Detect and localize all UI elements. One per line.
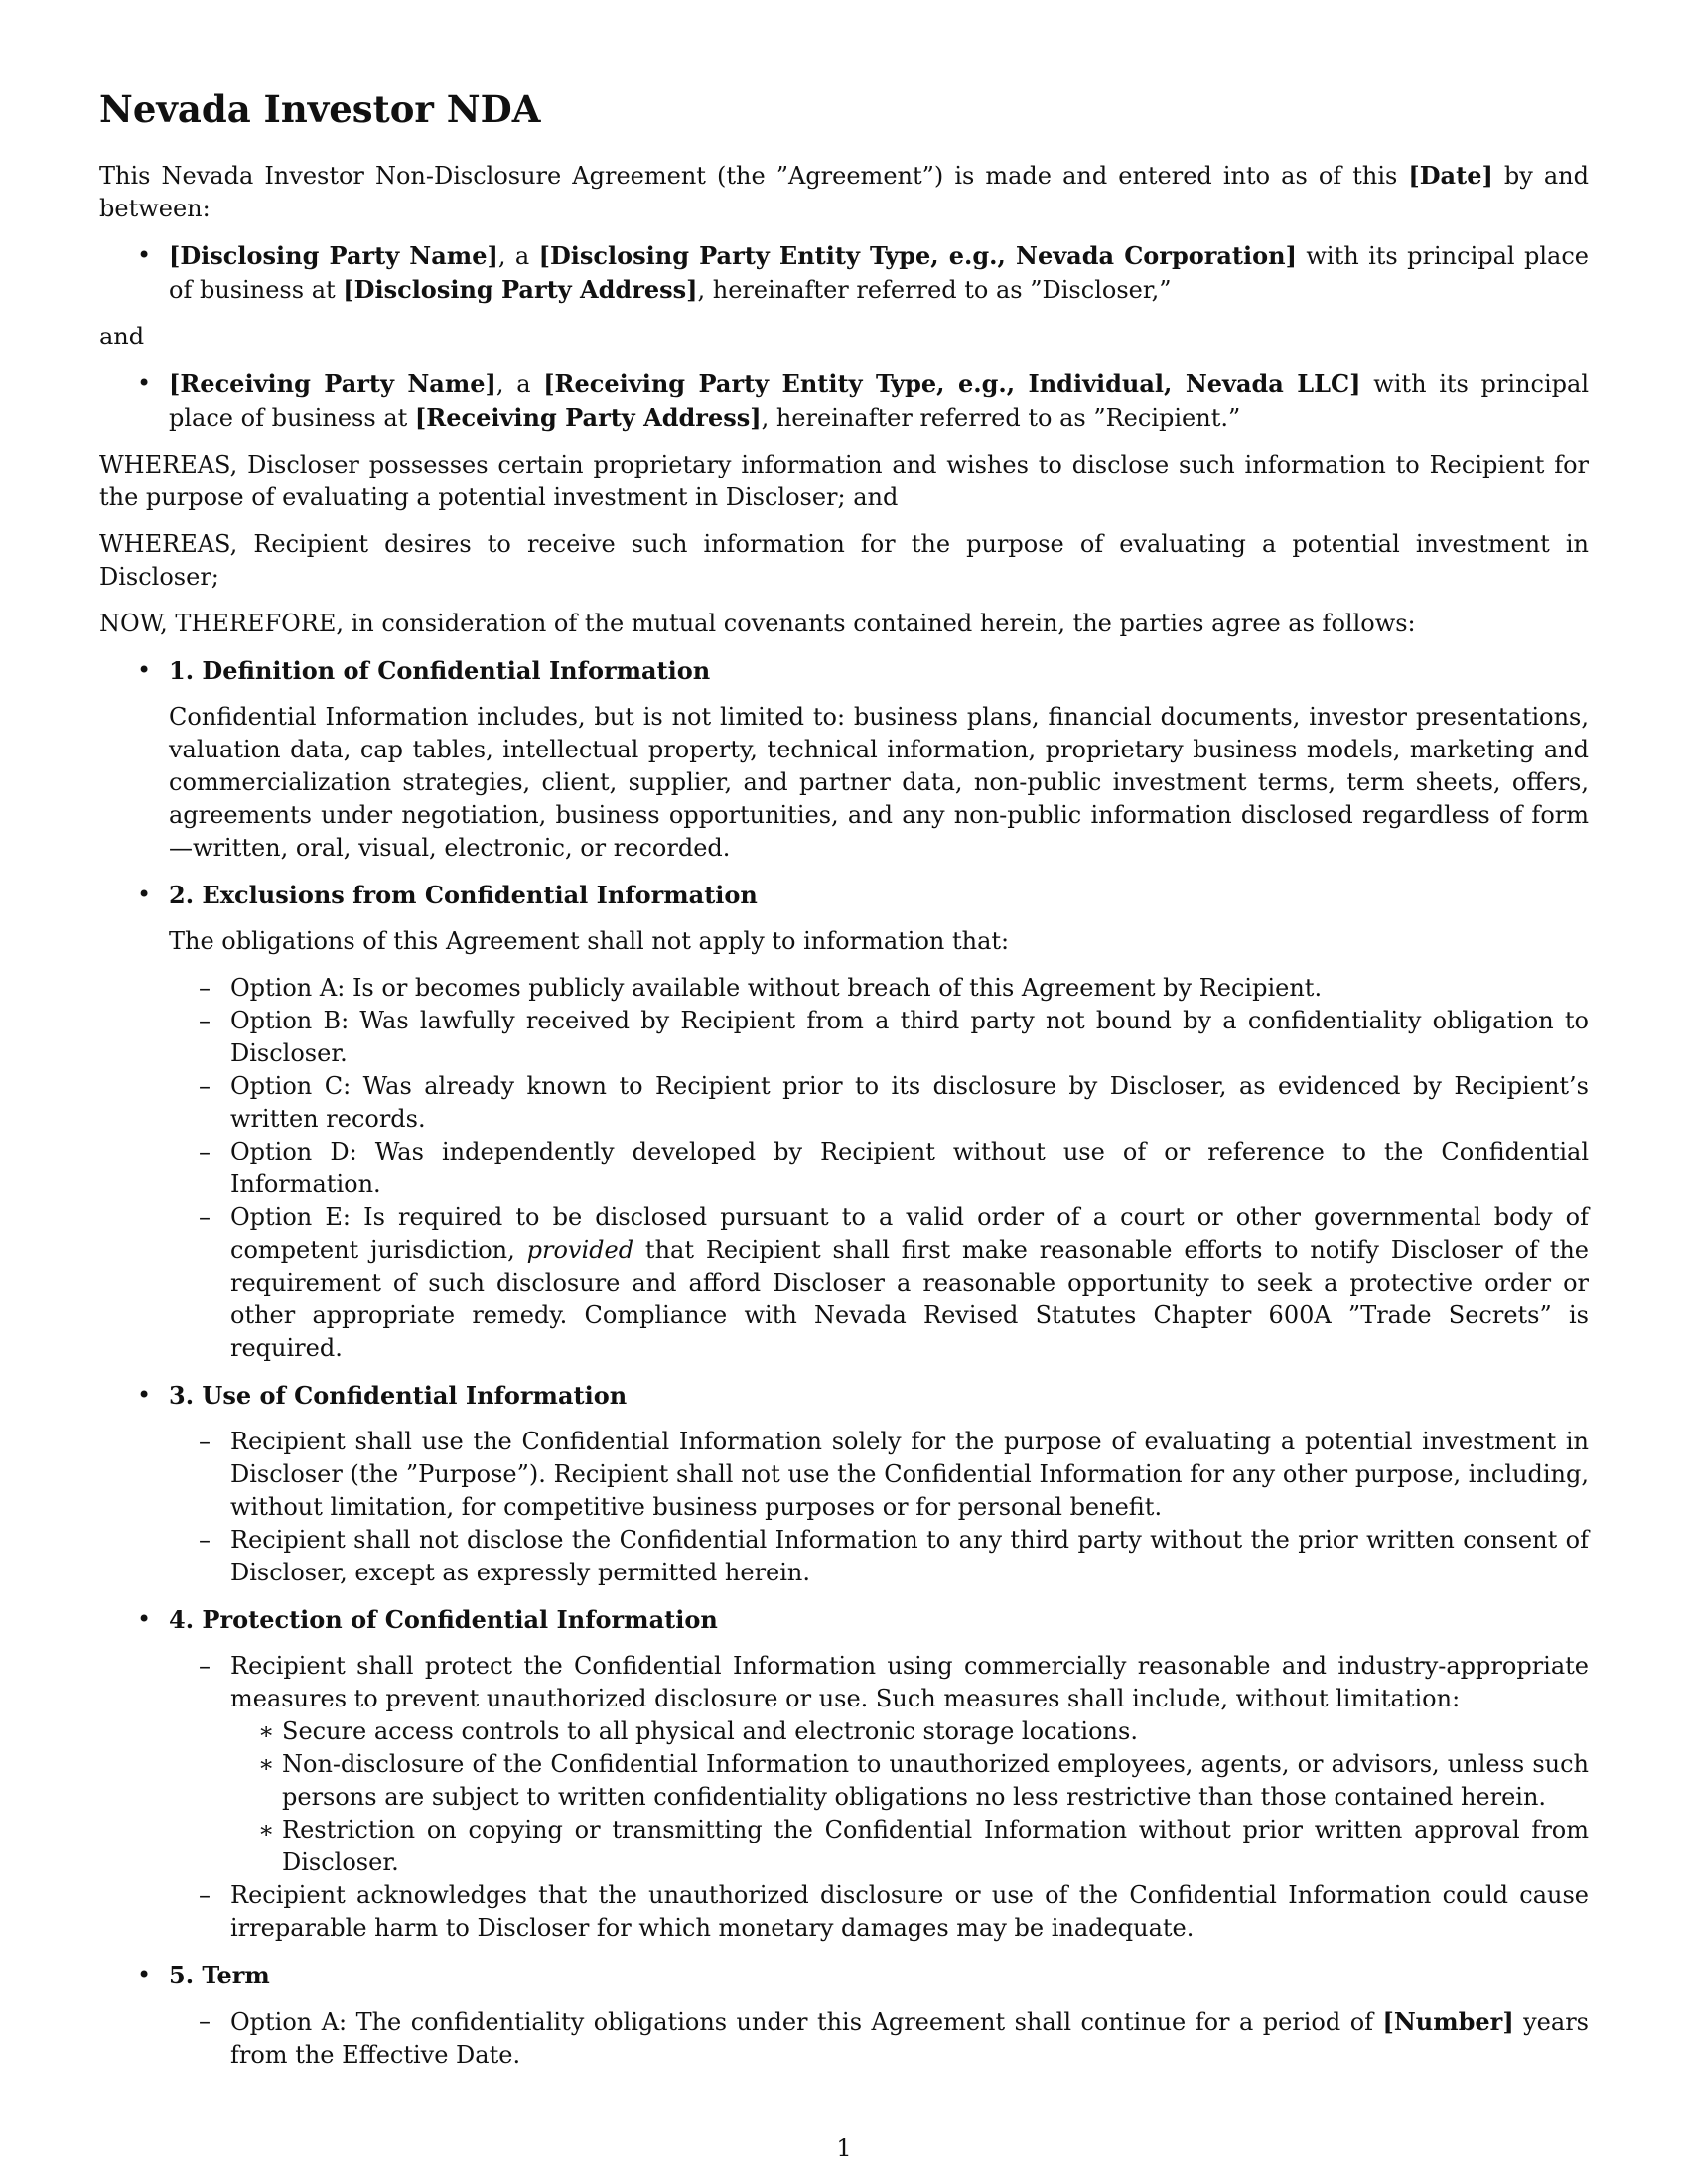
list-item: – Option C: Was already known to Recipient prior to its disclosure by Discloser, as evidenced by Recipient’s written records. <box>169 1070 1589 1136</box>
list-item: – Recipient shall protect the Confidential Information using commercially reasonable and industry-appropriate measures to prevent unauthorized disclosure or use. Such measures shall include, without limitation: ∗ Secure access controls to all physical and electronic storage locations. ∗ Non-disclosure of the Confidential Information to unauthorized employees, agents, or advisors, unless such persons are subject to written confidentiality obligations no less restrictive than those contained herein. ∗ Restriction on copying or transmitting the Confidential Information without prior written approval from Discloser. <box>169 1650 1589 1879</box>
section-3 <box>99 1379 1589 1589</box>
document-title: Nevada Investor NDA <box>99 87 541 131</box>
section-2 <box>99 879 1589 1365</box>
list-item: ∗ Restriction on copying or transmitting the Confidential Information without prior written approval from Discloser. <box>230 1814 1589 1879</box>
now-therefore: NOW, THEREFORE, in consideration of the mutual covenants contained herein, the parties agree as follows: <box>99 610 1416 638</box>
whereas-1: WHEREAS, Discloser possesses certain proprietary information and wishes to disclose such information to Recipient for the purpose of evaluating a potential investment in Discloser; and <box>99 451 1589 512</box>
list-item: – Option A: The confidentiality obligations under this Agreement shall continue for a period of [Number] years from the Effective Date. <box>169 2005 1589 2072</box>
term-items <box>169 2005 1589 2072</box>
section-heading: • 2. Exclusions from Confidential Information <box>169 881 758 910</box>
section-heading: • 1. Definition of Confidential Information <box>169 656 711 686</box>
discloser-party: • [Disclosing Party Name], a [Disclosing Party Entity Type, e.g., Nevada Corporation] with its principal place of business at [Disclosing Party Address], hereinafter referred to as ”Discloser,” <box>99 239 1589 307</box>
exclusion-options <box>169 972 1589 1365</box>
whereas-2: WHEREAS, Recipient desires to receive such information for the purpose of evaluating a potential investment in Discloser; <box>99 530 1589 592</box>
list-item: – Option B: Was lawfully received by Recipient from a third party not bound by a confidentiality obligation to Discloser. <box>169 1005 1589 1070</box>
section-5 <box>99 1959 1589 2072</box>
section-heading: • 3. Use of Confidential Information <box>169 1381 628 1411</box>
list-item: ∗ Non-disclosure of the Confidential Information to unauthorized employees, agents, or advisors, unless such persons are subject to written confidentiality obligations no less restrictive than those contained herein. <box>230 1748 1589 1814</box>
list-item: – Option E: Is required to be disclosed pursuant to a valid order of a court or other governmental body of competent jurisdiction, provided that Recipient shall first make reasonable efforts to notify Discloser of the requirement of such disclosure and afford Discloser a reasonable opportunity to seek a protective order or other appropriate remedy. Compliance with Nevada Revised Statutes Chapter 600A ”Trade Secrets” is required. <box>169 1201 1589 1365</box>
document-page <box>99 87 1589 2086</box>
section-heading: • 4. Protection of Confidential Information <box>169 1605 718 1635</box>
list-item: – Recipient acknowledges that the unauthorized disclosure or use of the Confidential Information could cause irreparable harm to Discloser for which monetary damages may be inadequate. <box>169 1879 1589 1945</box>
recipient-list <box>99 367 1589 435</box>
section-body: Confidential Information includes, but is not limited to: business plans, financial documents, investor presentations, valuation data, cap tables, intellectual property, technical information, proprietary business models, marketing and commercialization strategies, client, supplier, and partner data, non-public investment terms, term sheets, offers, agreements under negotiation, business opportunities, and any non-public information disclosed regardless of form—written, oral, visual, electronic, or recorded. <box>169 703 1589 863</box>
use-items <box>169 1426 1589 1589</box>
number-placeholder: [Number] <box>1382 2007 1514 2037</box>
list-item: – Option A: Is or becomes publicly available without breach of this Agreement by Recipient. <box>169 972 1589 1005</box>
list-item: – Option D: Was independently developed by Recipient without use of or reference to the Confidential Information. <box>169 1136 1589 1201</box>
and-text: and <box>99 323 145 351</box>
page-number: 1 <box>836 2134 852 2162</box>
protection-measures <box>230 1715 1589 1879</box>
discloser-list <box>99 239 1589 307</box>
section-4 <box>99 1603 1589 1945</box>
list-item: – Recipient shall not disclose the Confidential Information to any third party without the prior written consent of Discloser, except as expressly permitted herein. <box>169 1524 1589 1589</box>
intro-paragraph: This Nevada Investor Non-Disclosure Agreement (the ”Agreement”) is made and entered into as of this [Date] by and between: <box>99 161 1590 223</box>
list-item: – Recipient shall use the Confidential Information solely for the purpose of evaluating a potential investment in Discloser (the ”Purpose”). Recipient shall not use the Confidential Information for any other purpose, including, without limitation, for competitive business purposes or for personal benefit. <box>169 1426 1589 1524</box>
protection-items <box>169 1650 1589 1945</box>
section-body: The obligations of this Agreement shall not apply to information that: <box>169 927 1010 956</box>
section-heading: • 5. Term <box>169 1961 270 1990</box>
recipient-party: • [Receiving Party Name], a [Receiving Party Entity Type, e.g., Individual, Nevada LLC] with its principal place of business at [Receiving Party Address], hereinafter referred to as ”Recipient.” <box>99 367 1589 435</box>
section-1 <box>99 654 1589 865</box>
list-item: ∗ Secure access controls to all physical and electronic storage locations. <box>230 1715 1589 1748</box>
sections-list <box>99 654 1589 2072</box>
date-placeholder: [Date] <box>1408 161 1493 191</box>
